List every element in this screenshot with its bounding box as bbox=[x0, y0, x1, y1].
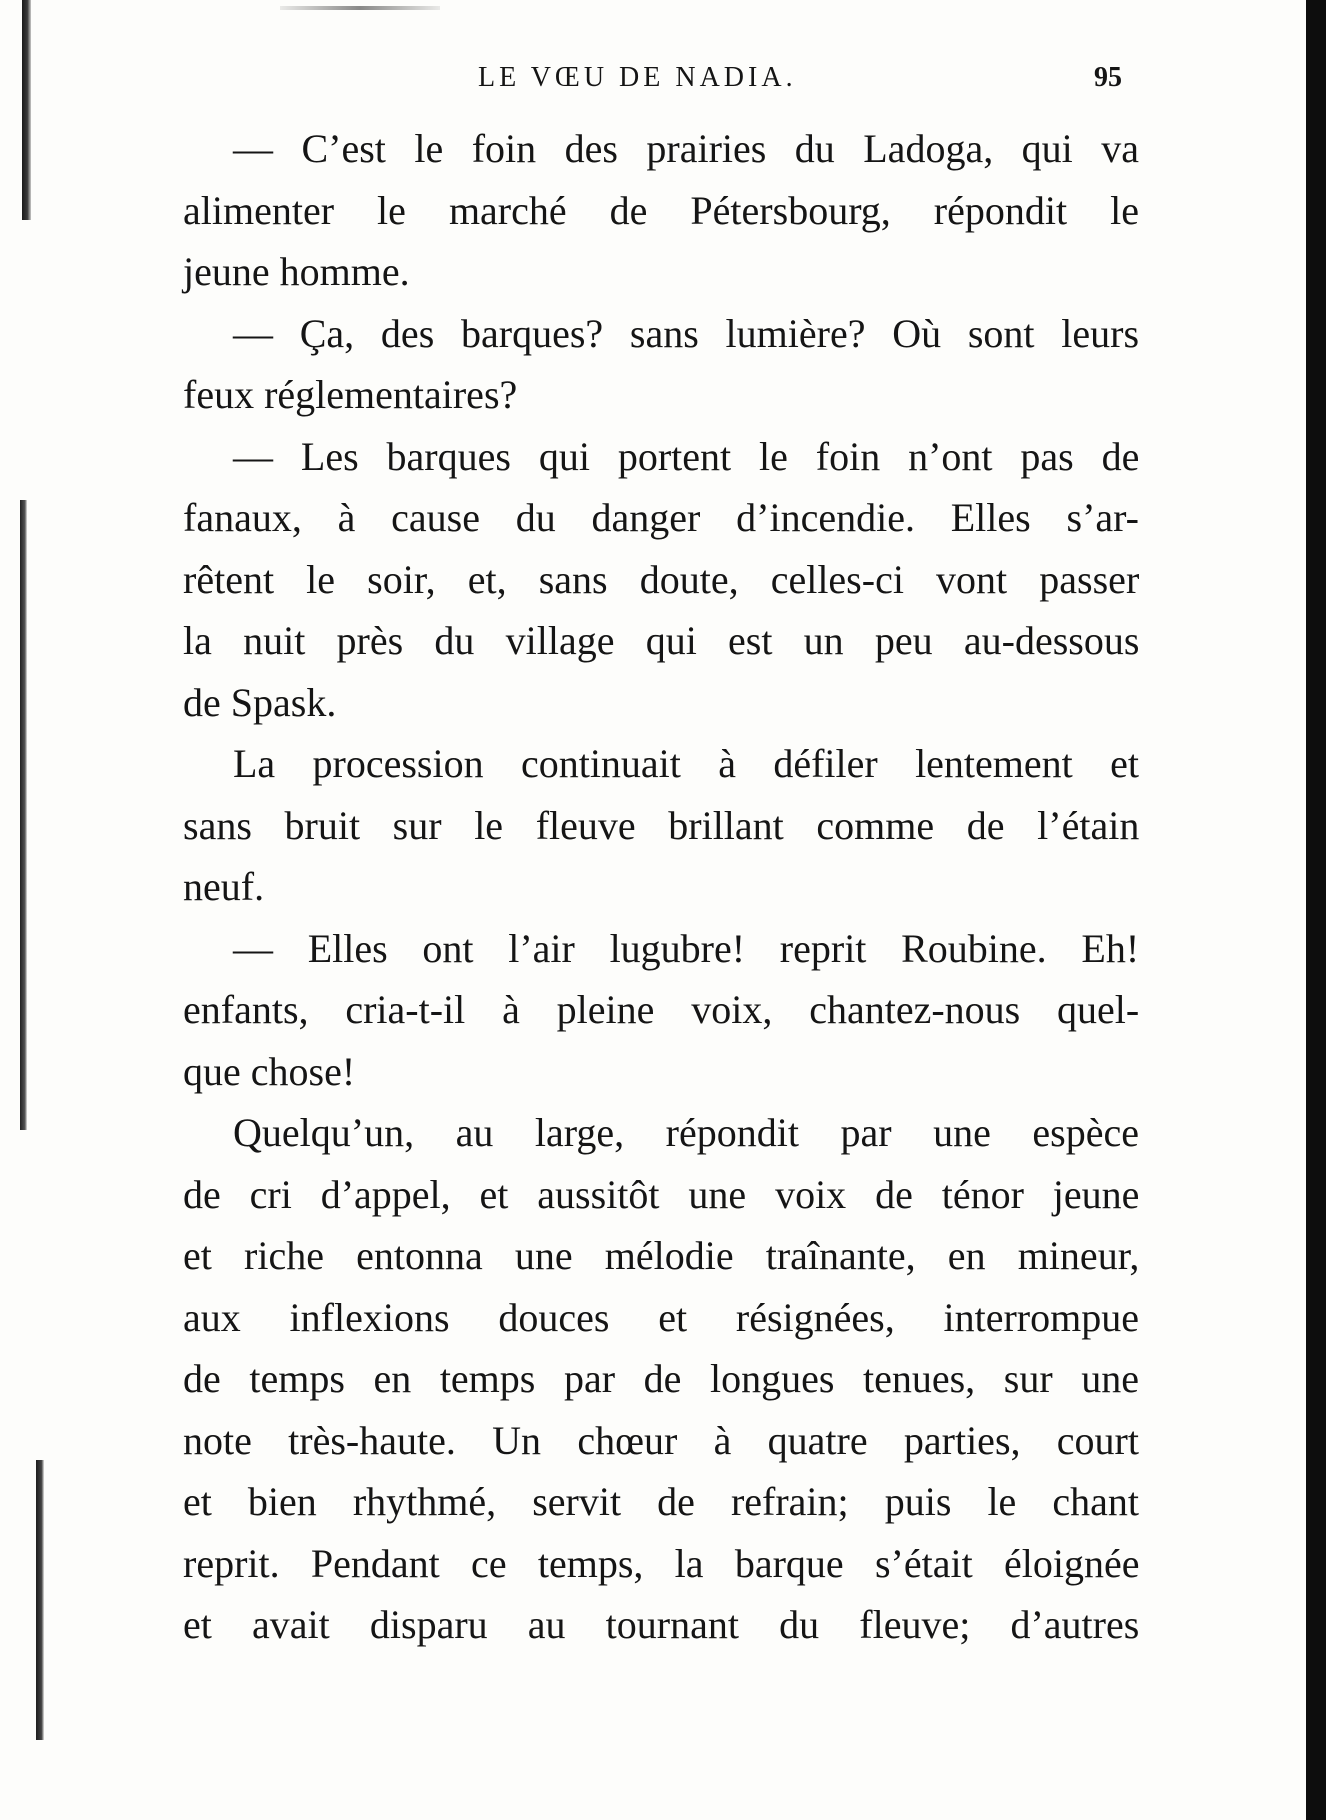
text-line: jeune homme. bbox=[183, 249, 410, 294]
text-line: et bien rhythmé, servit de refrain; puis le chant bbox=[183, 1479, 1139, 1524]
text-line: que chose! bbox=[183, 1048, 356, 1094]
text-line: — Elles ont l’air lugubre! reprit Roubine. Eh! bbox=[233, 925, 1139, 971]
scan-edge-shadow bbox=[36, 1460, 44, 1740]
text-line: — Ça, des barques? sans lumière? Où sont leurs bbox=[233, 310, 1139, 356]
text-line: alimenter le marché de Pétersbourg, répondit le bbox=[183, 187, 1139, 233]
text-line: — Les barques qui portent le foin n’ont pas de bbox=[233, 433, 1139, 479]
text-line: La procession continuait à défiler lentement et bbox=[233, 741, 1139, 786]
text-line: Quelqu’un, au large, répondit par une espèce bbox=[233, 1110, 1139, 1155]
text-line: la nuit près du village qui est un peu au-dessous bbox=[183, 618, 1139, 663]
text-line: feux réglementaires? bbox=[183, 372, 518, 417]
text-line: de Spask. bbox=[183, 679, 337, 725]
scan-edge-border bbox=[1306, 0, 1326, 1820]
text-line: et riche entonna une mélodie traînante, en mineur, bbox=[183, 1233, 1139, 1278]
scan-edge-shadow bbox=[20, 500, 27, 1130]
text-line: et avait disparu au tournant du fleuve; d’autres bbox=[183, 1602, 1139, 1647]
running-title: LE VŒU DE NADIA. bbox=[478, 62, 797, 93]
text-line: reprit. Pendant ce temps, la barque s’était éloignée bbox=[183, 1540, 1139, 1586]
scan-edge-shadow bbox=[22, 0, 31, 220]
text-line: neuf. bbox=[183, 864, 265, 909]
text-line: rêtent le soir, et, sans doute, celles-ci vont passer bbox=[183, 556, 1139, 602]
text-line: de temps en temps par de longues tenues, sur une bbox=[183, 1356, 1139, 1401]
text-line: de cri d’appel, et aussitôt une voix de ténor jeune bbox=[183, 1171, 1139, 1217]
text-line: note très-haute. Un chœur à quatre parties, court bbox=[183, 1417, 1139, 1463]
body-text bbox=[183, 118, 1139, 1656]
text-line: — C’est le foin des prairies du Ladoga, qui va bbox=[233, 126, 1139, 171]
page-number: 95 bbox=[1094, 62, 1122, 93]
text-line: sans bruit sur le fleuve brillant comme de l’étain bbox=[183, 802, 1139, 848]
text-line: fanaux, à cause du danger d’incendie. Elles s’ar- bbox=[183, 495, 1139, 540]
scan-smudge bbox=[280, 6, 440, 10]
running-head bbox=[0, 62, 1326, 102]
text-line: aux inflexions douces et résignées, interrompue bbox=[183, 1294, 1139, 1340]
text-line: enfants, cria-t-il à pleine voix, chantez-nous quel- bbox=[183, 987, 1139, 1032]
